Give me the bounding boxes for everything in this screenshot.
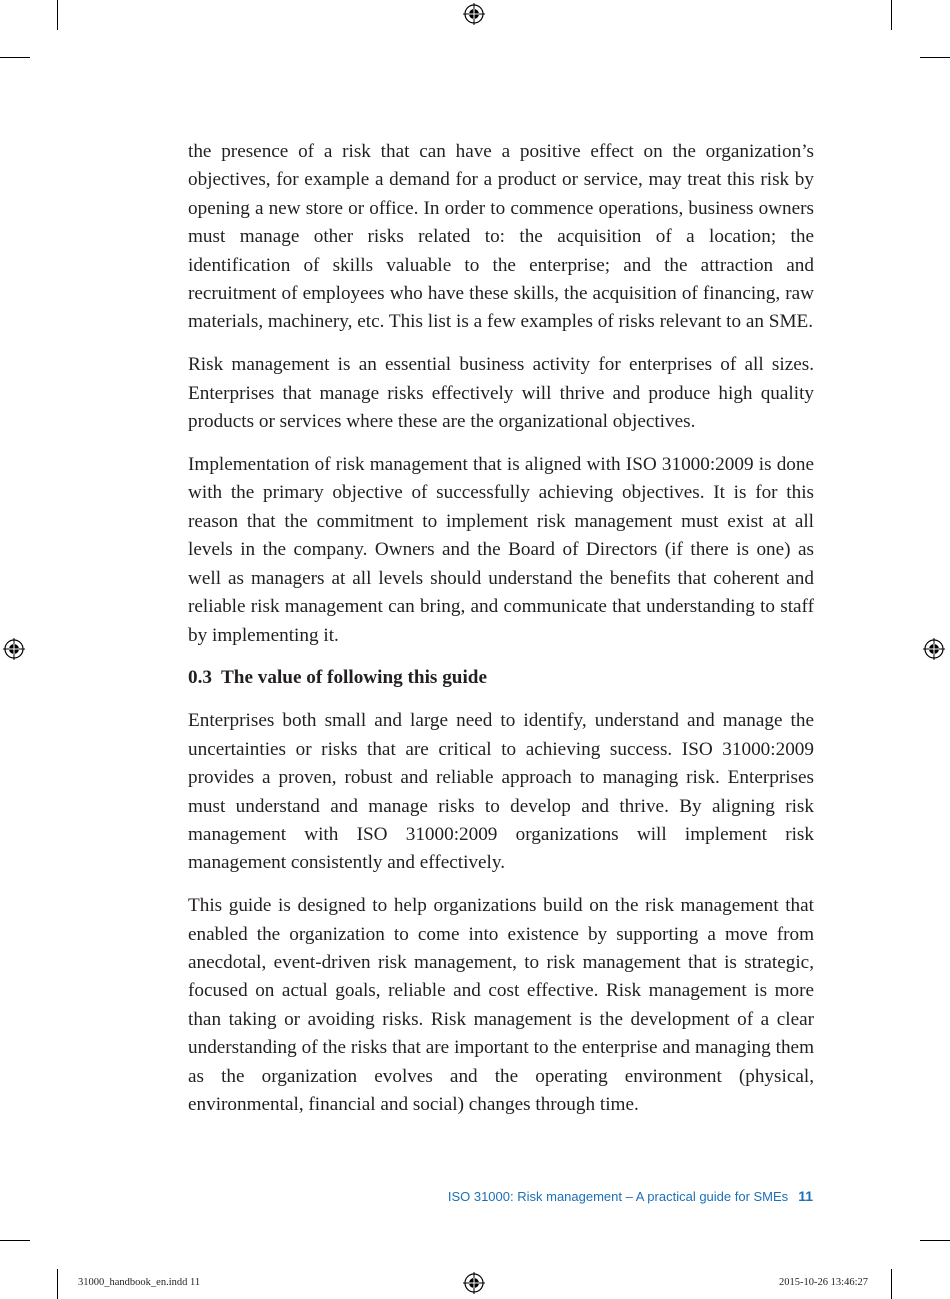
slug-file-info: 31000_handbook_en.indd 11 [78, 1277, 201, 1288]
page-number: 11 [798, 1188, 813, 1204]
crosshair-target-icon [3, 638, 25, 660]
crosshair-target-icon [923, 638, 945, 660]
crop-mark-bottom-left-vertical [57, 1269, 58, 1299]
slug-timestamp: 2015-10-26 13:46:27 [779, 1277, 868, 1288]
paragraph: Implementation of risk management that is aligned with ISO 31000:2009 is done with the primary objective of successfully achieving objectives. It is for this reason that the commitment to implement risk management must exist at all levels in the company. Owners and the Board of Directors (if there is one) as well as managers at all levels should understand the benefits that coherent and reliable risk management can bring, and communicate that understanding to staff by implementing it. [188, 454, 814, 646]
body-text [188, 138, 814, 1134]
crosshair-target-icon [463, 3, 485, 25]
section-heading [188, 664, 814, 692]
crosshair-target-icon [463, 1272, 485, 1294]
section-number: 0.3 [188, 667, 212, 689]
crop-mark-bottom-right-vertical [891, 1269, 892, 1299]
section-title: The value of following this guide [220, 667, 487, 689]
running-footer [448, 1188, 813, 1204]
paragraph: Risk management is an essential business activity for enterprises of all sizes. Enterprises that manage risks effectively will thrive and produce high quality products or services where these are the organizational objectives. [188, 354, 814, 433]
crop-mark-top-right-vertical [891, 0, 892, 30]
paragraph: This guide is designed to help organizations build on the risk management that enabled the organization to come into existence by supporting a move from anecdotal, event-driven risk management, to risk management that is strategic, focused on actual goals, reliable and cost effective. Risk management is more than taking or avoiding risks. Risk management is the development of a clear understanding of the risks that are important to the enterprise and managing them as the organization evolves and the operating environment (physical, environmental, financial and social) changes through time. [188, 895, 814, 1116]
crop-mark-top-left-horizontal [0, 57, 30, 58]
crop-mark-bottom-right-horizontal [920, 1240, 950, 1241]
crop-mark-bottom-left-horizontal [0, 1240, 30, 1241]
running-title: ISO 31000: Risk management – A practical guide for SMEs [447, 1189, 789, 1204]
paragraph: the presence of a risk that can have a positive effect on the organization’s objectives, for example a demand for a product or service, may treat this risk by opening a new store or office. In order to commence operations, business owners must manage other risks related to: the acquisition of a location; the identification of skills valuable to the enterprise; and the attraction and recruitment of employees who have these skills, the acquisition of financing, raw materials, machinery, etc. This list is a few examples of risks relevant to an SME. [188, 141, 814, 333]
crop-mark-top-left-vertical [57, 0, 58, 30]
crop-mark-top-right-horizontal [920, 57, 950, 58]
paragraph: Enterprises both small and large need to identify, understand and manage the uncertainties or risks that are critical to achieving success. ISO 31000:2009 provides a proven, robust and reliable approach to managing risk. Enterprises must understand and manage risks to develop and thrive. By aligning risk management with ISO 31000:2009 organizations will implement risk management consistently and effectively. [188, 710, 814, 874]
